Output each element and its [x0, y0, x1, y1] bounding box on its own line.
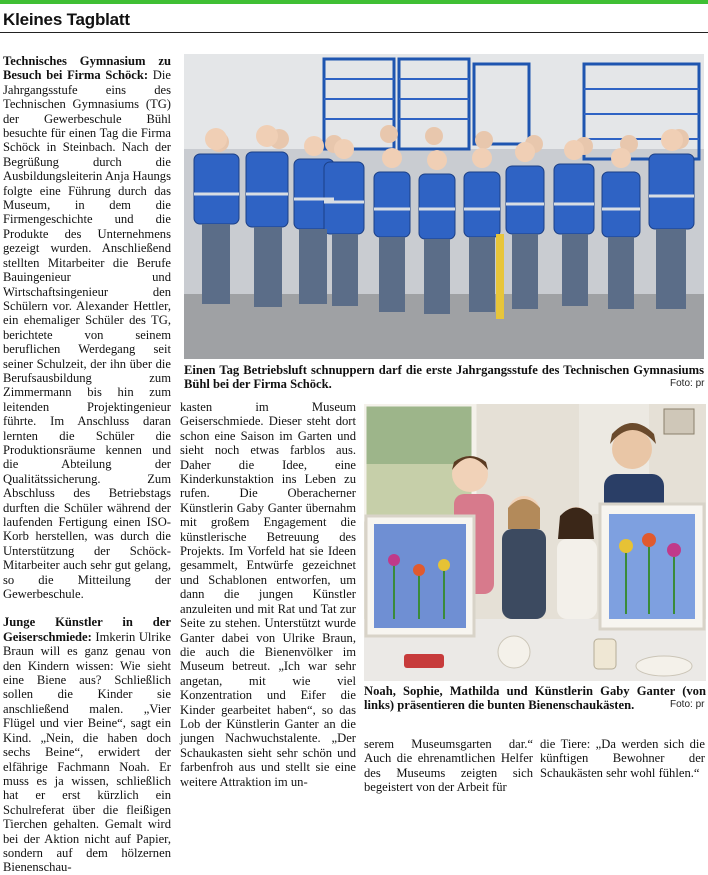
text-column-3 — [364, 737, 533, 795]
article-2-body-col4: die Tiere: „Da werden sich die künftigen Bewohner der Schaukästen sehr wohl fühlen.“ — [540, 737, 705, 780]
group-photo — [184, 54, 704, 359]
group-photo-illustration — [184, 54, 704, 359]
text-column-2 — [180, 400, 356, 789]
photo-2-credit: Foto: pr — [670, 699, 705, 710]
photo-2-caption: Noah, Sophie, Mathilda und Künstlerin Gaby Ganter (von links) präsentieren die bunten Bienenschaukästen. — [364, 684, 706, 712]
article-2-body-col3: serem Museumsgarten dar.“ Auch die ehrenamtlichen Helfer des Museums zeigten sich begeistert von der Arbeit für — [364, 737, 533, 795]
photo-1-caption: Einen Tag Betriebsluft schnuppern darf die erste Jahrgangsstufe des Technischen Gymnasiums Bühl bei der Firma Schöck. — [184, 363, 704, 391]
article-2-body-col1: Imkerin Ulrike Braun will es ganz genau von den Kindern wissen: Wie sieht eine Biene aus? Schließlich sollen die Kinder sie anschließend malen. „Vier Flügel und vier Beine“, sagt ein Kind. „Nein, die haben doch sechs Beine“, erwidert der elfährige Fachmann Noah. Er muss es ja wissen, schließlich hat er erst kürzlich ein Schulreferat über die fleißigen Tierchen gehalten. Gemalt wird bei der Aktion nicht auf Papier, sondern auf dem hölzernen Bienenschau- — [3, 629, 171, 875]
accent-top-line — [0, 0, 708, 4]
text-column-1 — [3, 54, 171, 875]
article-2-paragraph — [3, 615, 171, 874]
article-2-kicker: Junge Künstler in der Geiserschmiede: — [3, 615, 171, 644]
children-art-illustration — [364, 404, 706, 681]
text-column-4 — [540, 737, 705, 780]
header-rule — [0, 32, 708, 33]
photo-1-credit: Foto: pr — [670, 378, 705, 389]
article-1-paragraph — [3, 54, 171, 601]
article-1-body: Die Jahrgangsstufe eins des Technischen Gymnasiums (TG) der Gewerbeschule Bühl besuchte für einen Tag die Firma Schöck in Steinbach. Nach der Begrüßung durch die Ausbildungsleiterin Anja Haungs folgte eine Führung durch das Museum, in dem die Firmengeschichte und die Produkte des Unternehmens gezeigt wurden. Anschließend stellten Mitarbeiter die Berufe Bauingenieur und Wirtschaftsingenieur den Schülern vor. Alexander Hettler, ein ehemaliger Schüler des TG, berichtete von seinem beruflichen Werdegang seit seiner Schulzeit, der ihn über die Berufsausbildung zum Zimmermann bis hin zum leitenden Projektingenieur führte. Im Anschluss daran lernten die Schüler die Produktionsräume kennen und die Abteilung der Qualitätssicherung. Zum Abschluss des Betriebstags durften die Schüler während der laufenden Fertigung einen ISO-Korb herstellen, was durch die Unterstützung der Schöck-Mitarbeiter auch sehr gut gelang, so die Mitteilung der Gewerbeschule. — [3, 68, 171, 602]
children-art-photo — [364, 404, 706, 681]
article-2-body-col2: kasten im Museum Geiserschmiede. Dieser steht dort schon eine Saison im Garten und sieht noch etwas farblos aus. Daher die Idee, eine Kinderkunstaktion ins Leben zu rufen. Die Oberacherner Künstlerin Gaby Ganter übernahm mit großem Engagement die künstlerische Betreuung des Projekts. Im Vorfeld hat sie Ideen gesammelt, Entwürfe gezeichnet und Schablonen entworfen, um dann die jungen Künstler anzuleiten und mit Rat und Tat zur Seite zu stehen. Unterstützt wurde Ganter dabei von Ulrike Braun, die auch die Bienenvölker im Museum betreut. „Ich war sehr angetan, mit wie viel Konzentration und Eifer die Kinder gearbeitet haben“, so das Lob der Künstlerin Ganter an die jungen Nachwuchstalente. „Der Schaukasten sieht sehr schön und farbenfroh aus und stellt sie eine weitere Attraktion im un- — [180, 400, 356, 789]
article-1-kicker: Technisches Gymnasium zu Besuch bei Firma Schöck: — [3, 54, 171, 83]
section-title: Kleines Tagblatt — [3, 10, 130, 29]
